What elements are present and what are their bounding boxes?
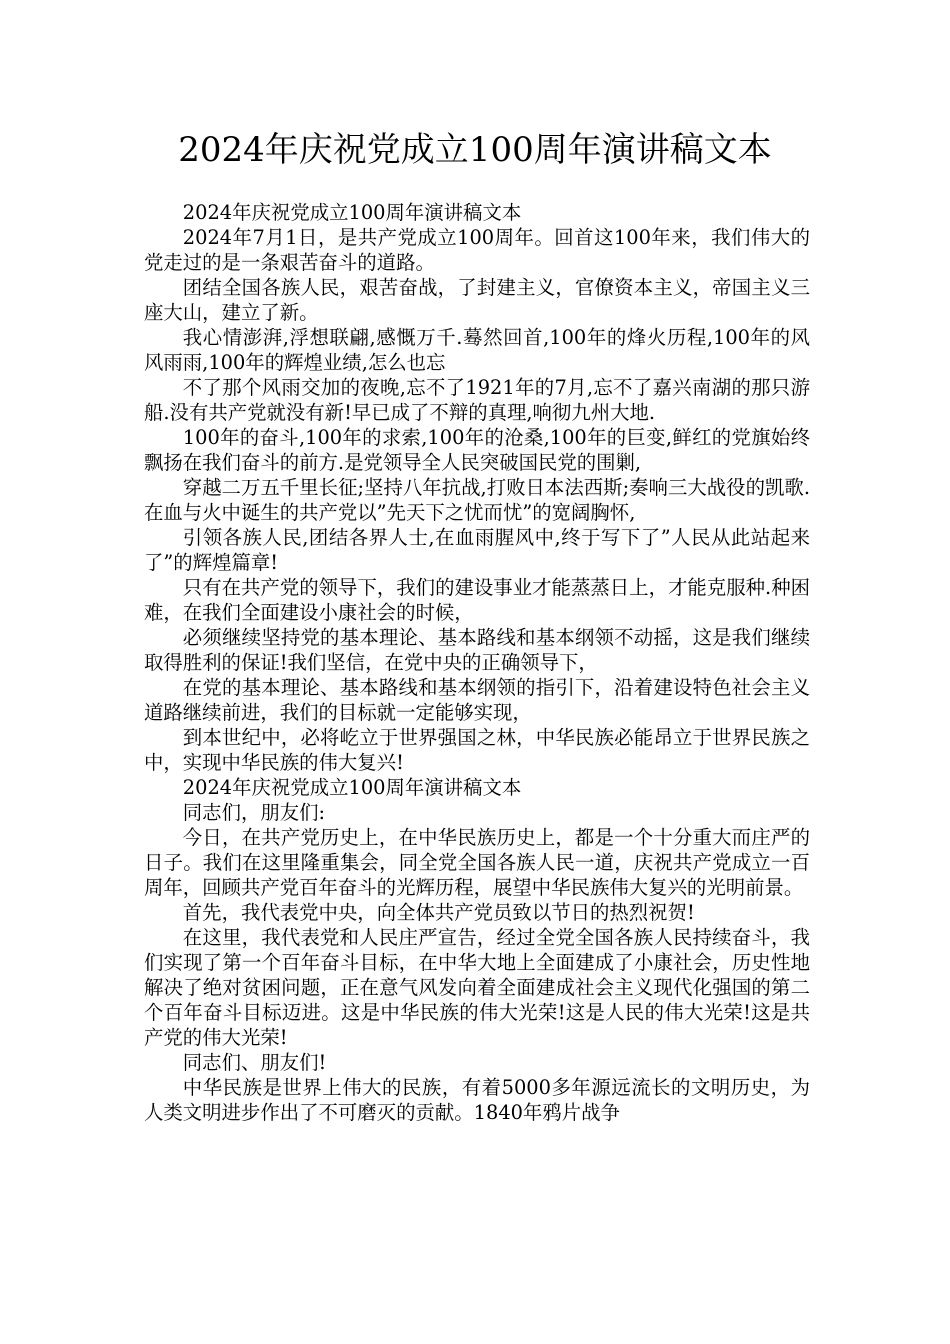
paragraph: 2024年庆祝党成立100周年演讲稿文本 [182, 776, 522, 799]
paragraph: 不了那个风雨交加的夜晚,忘不了1921年的7月,忘不了嘉兴南湖的那只游船.没有共产党就没有新!早已成了不辩的真理,响彻九州大地. [144, 376, 810, 424]
document-title: 2024年庆祝党成立100周年演讲稿文本 [178, 130, 772, 170]
paragraph: 到本世纪中，必将屹立于世界强国之林，中华民族必能昂立于世界民族之中，实现中华民族的伟大复兴! [144, 726, 810, 774]
paragraph: 在这里，我代表党和人民庄严宣告，经过全党全国各族人民持续奋斗，我们实现了第一个百年奋斗目标，在中华大地上全面建成了小康社会，历史性地解决了绝对贫困问题，正在意气风发向着全面建成社会主义现代化强国的第二个百年奋斗目标迈进。这是中华民族的伟大光荣!这是人民的伟大光荣!这是共产党的伟大光荣! [144, 926, 810, 1049]
paragraph: 穿越二万五千里长征;坚持八年抗战,打败日本法西斯;奏响三大战役的凯歌.在血与火中诞生的共产党以”先天下之忧而忧”的宽阔胸怀, [144, 476, 810, 524]
paragraph: 2024年庆祝党成立100周年演讲稿文本 [182, 201, 522, 224]
paragraph: 只有在共产党的领导下，我们的建设事业才能蒸蒸日上，才能克服种.种困难，在我们全面建设小康社会的时候， [144, 576, 810, 624]
paragraph: 必须继续坚持党的基本理论、基本路线和基本纲领不动摇，这是我们继续取得胜利的保证!我们坚信，在党中央的正确领导下， [144, 626, 810, 674]
paragraph: 首先，我代表党中央，向全体共产党员致以节日的热烈祝贺! [182, 901, 695, 924]
paragraph: 在党的基本理论、基本路线和基本纲领的指引下，沿着建设特色社会主义道路继续前进，我们的目标就一定能够实现， [144, 676, 810, 724]
paragraph: 今日，在共产党历史上，在中华民族历史上，都是一个十分重大而庄严的日子。我们在这里隆重集会，同全党全国各族人民一道，庆祝共产党成立一百周年，回顾共产党百年奋斗的光辉历程，展望中华民族伟大复兴的光明前景。 [144, 826, 810, 899]
paragraph: 同志们、朋友们! [182, 1051, 327, 1074]
paragraph: 中华民族是世界上伟大的民族，有着5000多年源远流长的文明历史，为人类文明进步作出了不可磨灭的贡献。1840年鸦片战争 [144, 1076, 810, 1124]
paragraph: 引领各族人民,团结各界人士,在血雨腥风中,终于写下了”人民从此站起来了”的辉煌篇章! [144, 526, 810, 574]
paragraph: 我心情澎湃,浮想联翩,感慨万千.蓦然回首,100年的烽火历程,100年的风风雨雨,100年的辉煌业绩,怎么也忘 [144, 326, 810, 374]
document-body [144, 200, 810, 1125]
paragraph: 团结全国各族人民，艰苦奋战，了封建主义，官僚资本主义，帝国主义三座大山，建立了新。 [144, 276, 810, 324]
paragraph: 同志们，朋友们: [182, 801, 326, 824]
paragraph: 100年的奋斗,100年的求索,100年的沧桑,100年的巨变,鲜红的党旗始终飘扬在我们奋斗的前方.是党领导全人民突破国民党的围剿, [144, 426, 810, 474]
paragraph: 2024年7月1日，是共产党成立100周年。回首这100年来，我们伟大的党走过的是一条艰苦奋斗的道路。 [144, 226, 810, 274]
